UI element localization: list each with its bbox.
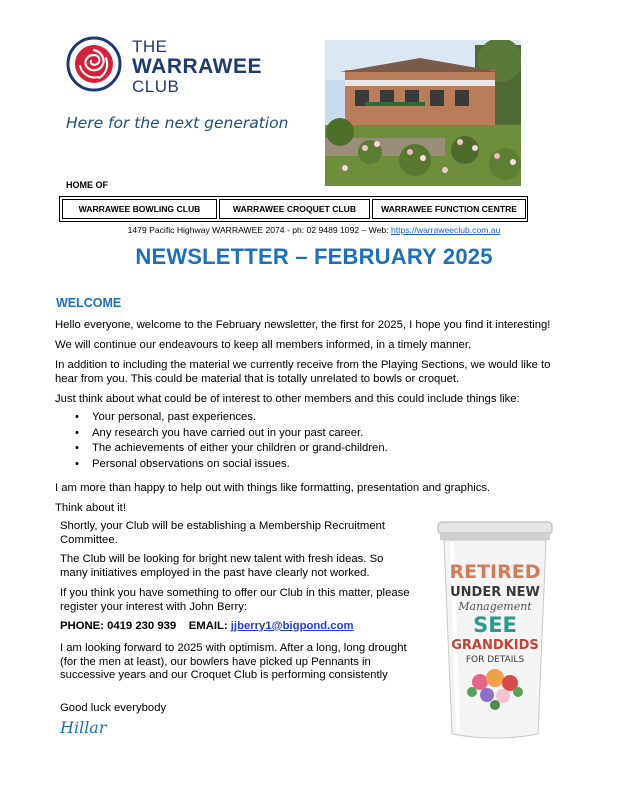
tumbler-line-4: SEE	[473, 613, 517, 637]
section-function-centre: WARRAWEE FUNCTION CENTRE	[372, 199, 526, 219]
website-link[interactable]: https://warraweeclub.com.au	[390, 225, 501, 235]
newsletter-title: NEWSLETTER – FEBRUARY 2025	[135, 244, 493, 269]
paragraph-1: Hello everyone, welcome to the February newsletter, the first for 2025, I hope you find it interesting!	[55, 319, 551, 331]
paragraph-4: Just think about what could be of interest to other members and this could include things like:	[55, 393, 520, 405]
email-label: EMAIL:	[188, 620, 231, 632]
paragraph-2: We will continue our endeavours to keep all members informed, in a timely manner.	[55, 339, 472, 351]
logo-name: WARRAWEE	[132, 55, 262, 78]
paragraph-5: I am more than happy to help out with things like formatting, presentation and graphics.	[55, 482, 491, 494]
column-paragraph-2: The Club will be looking for bright new talent with fresh ideas. So many initiatives employed in the past have clearly not worked.	[60, 553, 384, 579]
column-paragraph-4: I am looking forward to 2025 with optimism. After a long, long drought (for the men at least), our bowlers have picked up Pennants in successive years and our Croquet Club is performing consistently	[60, 642, 407, 681]
tumbler-line-3: Management	[458, 600, 532, 613]
column-paragraph-3: If you think you have something to offer our Club in this matter, please register your interest with John Berry:	[60, 587, 410, 613]
address-line	[0, 225, 628, 235]
ideas-list	[75, 410, 388, 472]
section-croquet: WARRAWEE CROQUET CLUB	[219, 199, 370, 219]
section-bowling: WARRAWEE BOWLING CLUB	[62, 199, 217, 219]
tagline: Here for the next generation	[66, 114, 289, 132]
address-text: 1479 Pacific Highway WARRAWEE 2074 - ph: 02 9489 1092 – Web:	[127, 225, 391, 235]
clubhouse-photo	[325, 40, 521, 186]
list-item: • The achievements of either your children or grand-children.	[75, 441, 388, 457]
list-item: • Your personal, past experiences.	[75, 410, 388, 426]
tumbler-image	[432, 520, 558, 742]
logo-club: CLUB	[132, 77, 180, 96]
tumbler-line-6: FOR DETAILS	[465, 655, 525, 665]
list-item: • Personal observations on social issues.	[75, 457, 388, 473]
logo-the: THE	[132, 37, 168, 56]
contact-line	[60, 620, 354, 632]
paragraph-3: In addition to including the material we currently receive from the Playing Sections, we would like to hear from you. This could be material that is totally unrelated to bowls or croquet.	[55, 359, 551, 385]
home-of-label: HOME OF	[66, 180, 108, 190]
rose-logo-icon	[66, 36, 122, 92]
paragraph-6: Think about it!	[55, 502, 126, 514]
column-paragraph-1: Shortly, your Club will be establishing a Membership Recruitment Committee.	[60, 520, 386, 546]
tumbler-line-5: GRANDKIDS	[451, 638, 539, 653]
phone-number: PHONE: 0419 230 939	[60, 620, 177, 632]
sections-table	[59, 196, 528, 222]
welcome-heading: WELCOME	[56, 296, 122, 310]
list-item: • Any research you have carried out in your past career.	[75, 426, 388, 442]
email-link[interactable]: jjberry1@bigpond.com	[230, 620, 354, 632]
signature: Hillar	[60, 718, 107, 737]
club-logo-text	[132, 38, 262, 95]
column-paragraph-5: Good luck everybody	[60, 702, 167, 714]
tumbler-line-1: RETIRED	[449, 561, 541, 583]
tumbler-line-2: UNDER NEW	[450, 585, 540, 600]
